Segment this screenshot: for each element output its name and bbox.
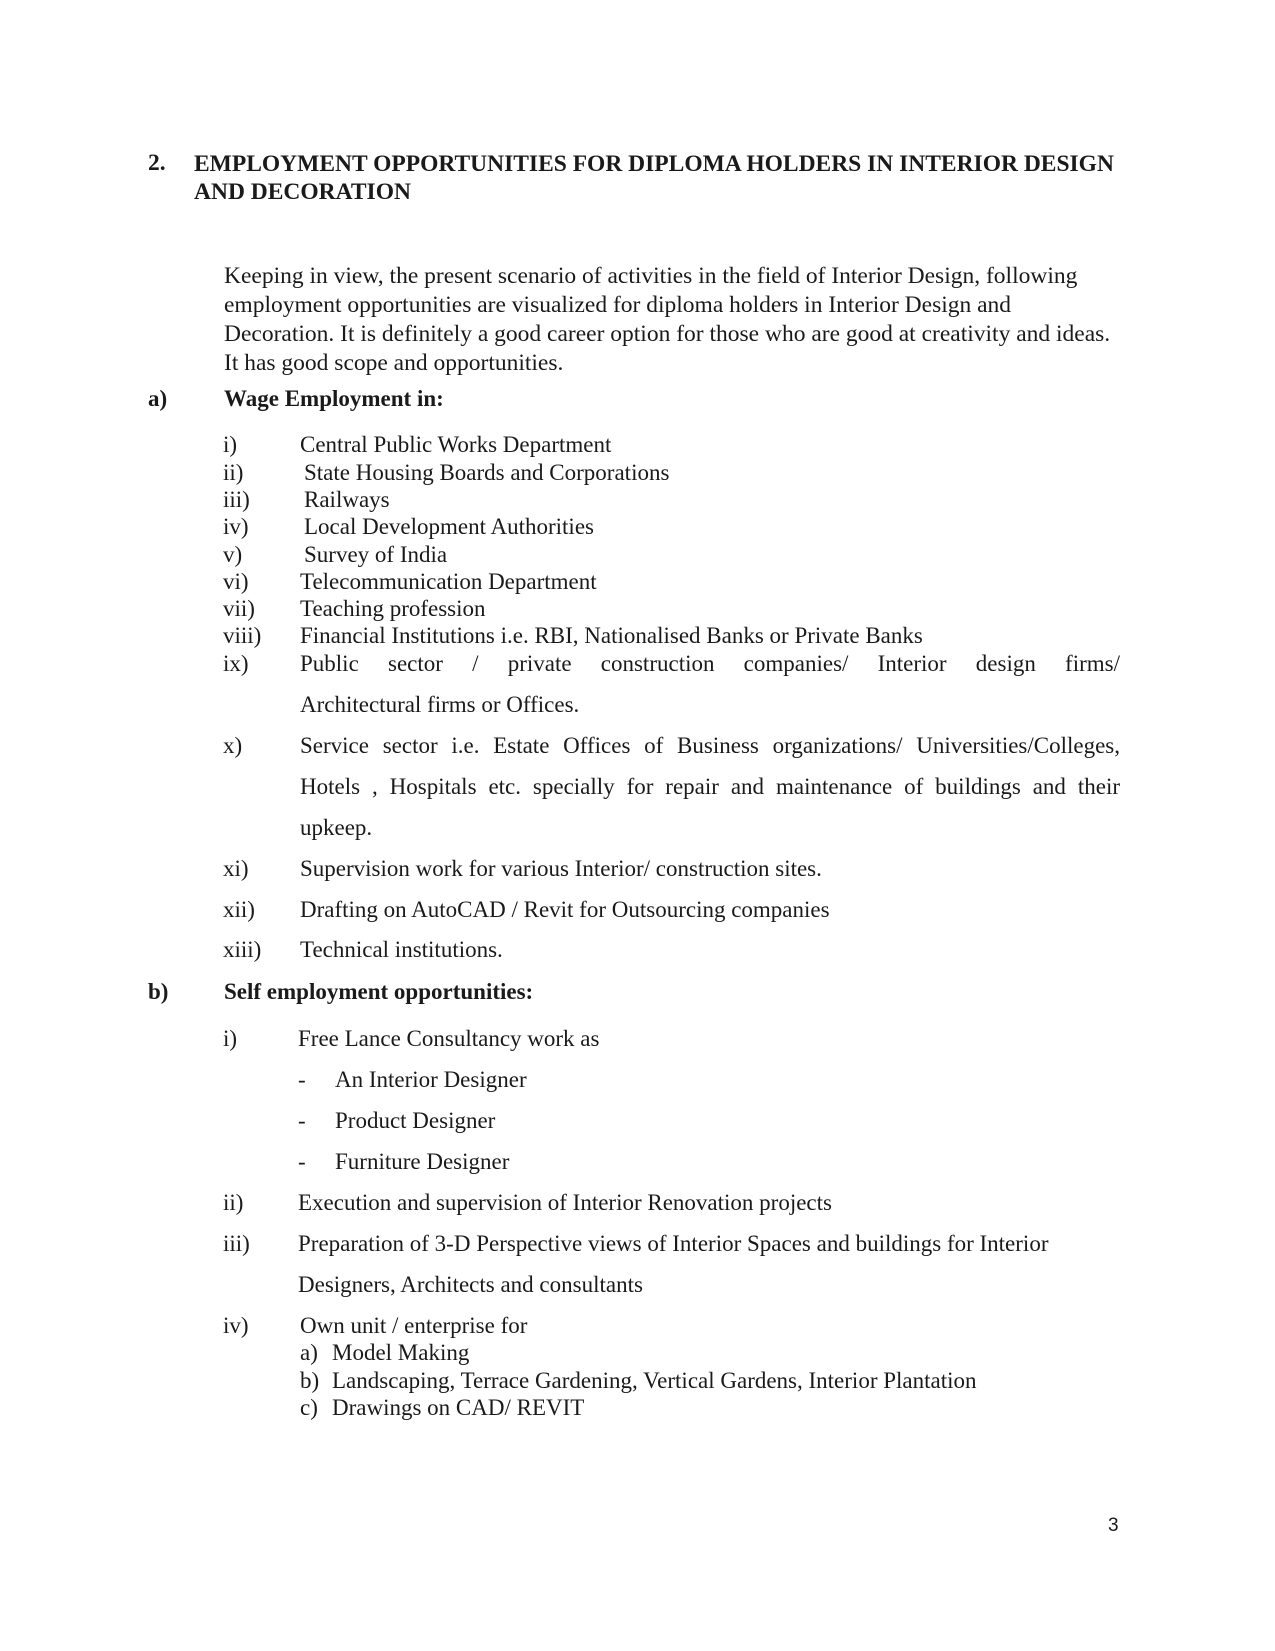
sub-item-bullet: b)	[300, 1368, 320, 1393]
section-heading: EMPLOYMENT OPPORTUNITIES FOR DIPLOMA HOLDERS IN INTERIOR DESIGN AND DECORATION	[194, 151, 1114, 205]
section-a-title: Wage Employment in:	[224, 386, 444, 411]
list-item-number: iii)	[223, 1231, 250, 1256]
section-b-label: b)	[148, 979, 169, 1004]
sub-item: Model Making	[332, 1340, 470, 1365]
list-item: Preparation of 3-D Perspective views of Interior Spaces and buildings for Interior	[298, 1231, 1049, 1256]
list-item-number: iv)	[223, 1313, 249, 1338]
list-item: Service sector i.e. Estate Offices of Business organizations/ Universities/Colleges,	[300, 733, 1120, 758]
list-item-number: viii)	[223, 623, 262, 648]
list-item-number: vi)	[223, 569, 249, 594]
sub-item: Furniture Designer	[335, 1149, 510, 1174]
section-number: 2.	[148, 150, 166, 176]
list-item: Free Lance Consultancy work as	[298, 1026, 600, 1051]
list-item-number: i)	[223, 1026, 238, 1051]
sub-item-bullet: -	[298, 1067, 306, 1092]
sub-item: Landscaping, Terrace Gardening, Vertical Gardens, Interior Plantation	[332, 1368, 977, 1393]
list-item-continuation: Architectural firms or Offices.	[300, 692, 580, 717]
intro-paragraph: Keeping in view, the present scenario of activities in the field of Interior Design, following employment opportunities are visualized for diploma holders in Interior Design and Decoration. It is definitely a good career option for those who are good at creativity and ideas. It has good scope and opportunities.	[224, 263, 1111, 376]
list-item: State Housing Boards and Corporations	[304, 460, 670, 485]
list-item-number: ii)	[223, 1190, 244, 1215]
list-item-continuation: upkeep.	[300, 815, 373, 840]
section-b-title: Self employment opportunities:	[224, 979, 534, 1004]
sub-item-bullet: -	[298, 1108, 306, 1133]
list-item: Execution and supervision of Interior Renovation projects	[298, 1190, 832, 1215]
list-item-number: i)	[223, 432, 238, 457]
list-item: Technical institutions.	[300, 937, 503, 962]
list-item-number: xiii)	[223, 937, 262, 962]
section-a-label: a)	[148, 386, 168, 411]
list-item-number: xi)	[223, 856, 249, 881]
list-item: Survey of India	[304, 542, 448, 567]
sub-item-bullet: c)	[300, 1395, 318, 1420]
page-number: 3	[1108, 1515, 1119, 1536]
list-item: Drafting on AutoCAD / Revit for Outsourcing companies	[300, 897, 830, 922]
list-item-number: x)	[223, 733, 243, 758]
sub-item-bullet: -	[298, 1149, 306, 1174]
list-item-number: ii)	[223, 460, 244, 485]
list-item: Teaching profession	[300, 596, 486, 621]
list-item: Own unit / enterprise for	[300, 1313, 528, 1338]
list-item: Central Public Works Department	[300, 432, 612, 457]
list-item-number: iv)	[223, 514, 249, 539]
list-item-continuation: Hotels , Hospitals etc. specially for repair and maintenance of buildings and their	[300, 774, 1120, 799]
list-item: Supervision work for various Interior/ construction sites.	[300, 856, 822, 881]
list-item-number: vii)	[223, 596, 255, 621]
list-item: Financial Institutions i.e. RBI, Nationalised Banks or Private Banks	[300, 623, 923, 648]
list-item-number: iii)	[223, 487, 250, 512]
sub-item-bullet: a)	[300, 1340, 318, 1365]
list-item: Railways	[304, 487, 390, 512]
list-item-number: v)	[223, 542, 243, 567]
list-item-number: ix)	[223, 651, 249, 676]
list-item: Telecommunication Department	[300, 569, 597, 594]
list-item: Public sector / private construction companies/ Interior design firms/	[300, 651, 1120, 676]
sub-item: Product Designer	[335, 1108, 496, 1133]
sub-item: An Interior Designer	[335, 1067, 527, 1092]
list-item-continuation: Designers, Architects and consultants	[298, 1272, 643, 1297]
list-item: Local Development Authorities	[304, 514, 594, 539]
sub-item: Drawings on CAD/ REVIT	[332, 1395, 585, 1420]
list-item-number: xii)	[223, 897, 255, 922]
